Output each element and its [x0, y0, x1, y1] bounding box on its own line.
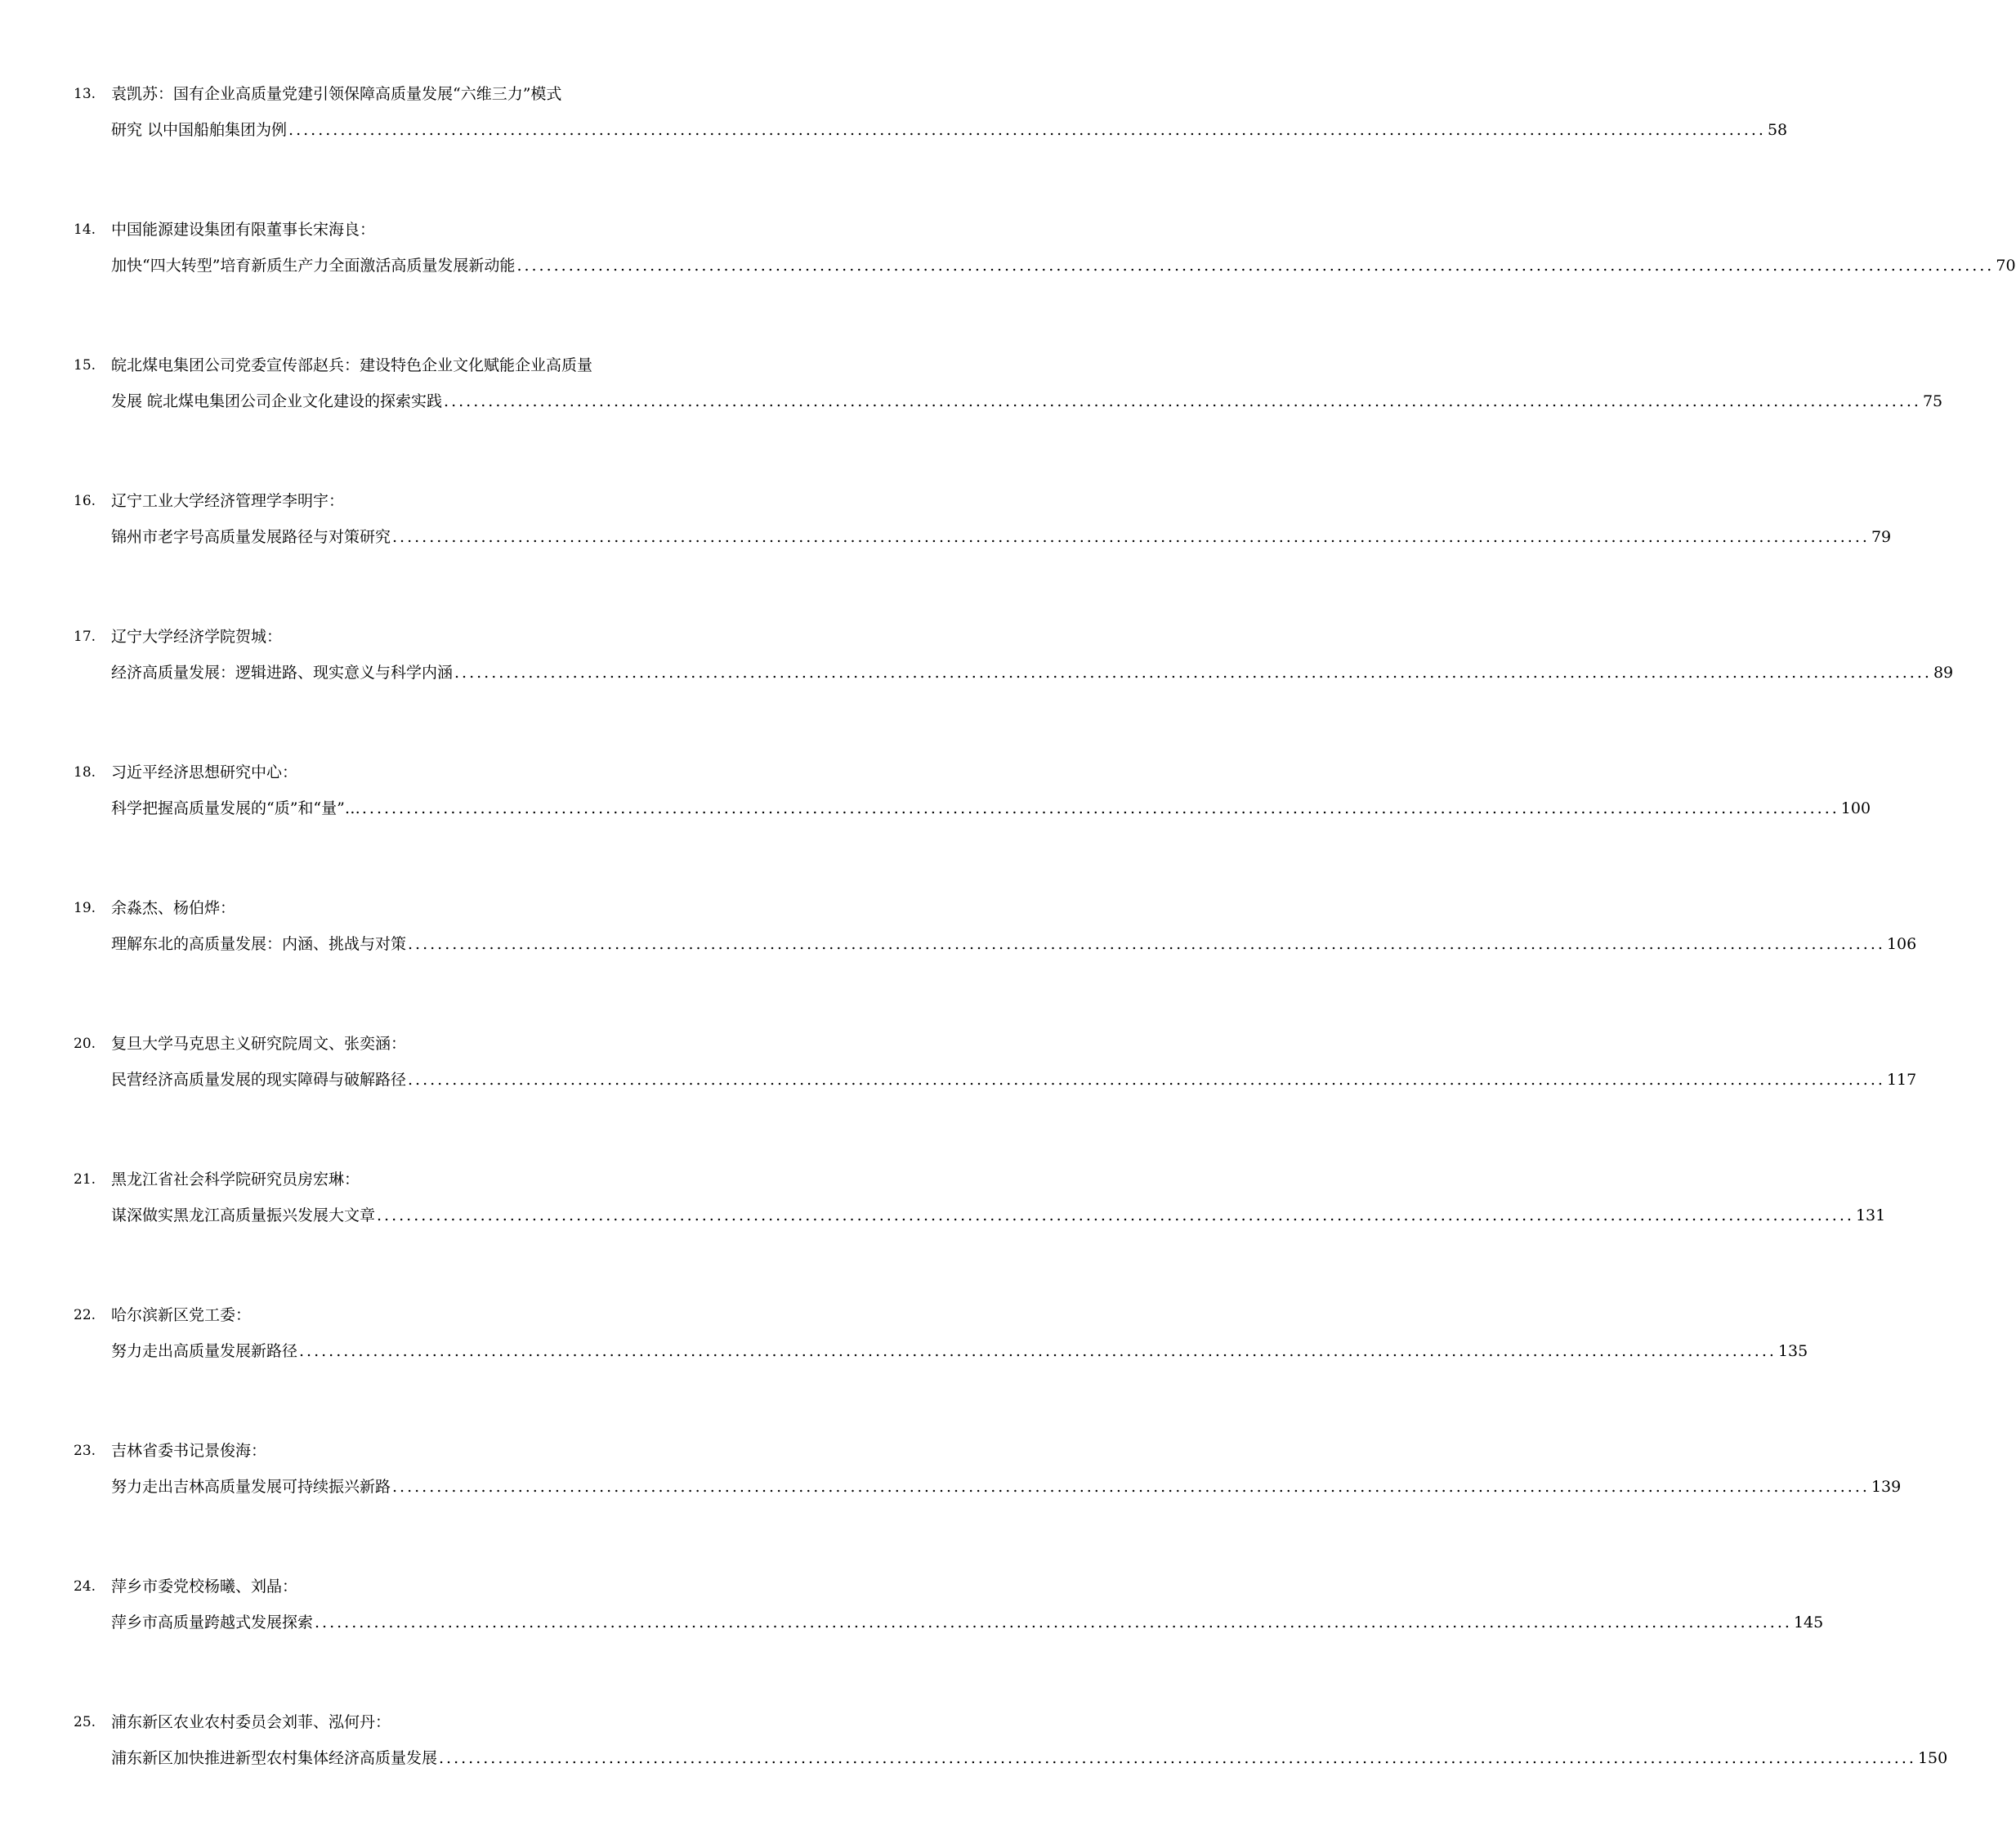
entry-title: 加快“四大转型”培育新质生产力全面激活高质量发展新动能 — [111, 257, 516, 275]
entry-title: 民营经济高质量发展的现实障碍与破解路径 — [111, 1071, 407, 1089]
entry-author-line: 浦东新区农业农村委员会刘菲、泓何丹： — [111, 1713, 391, 1731]
entry-author-line: 习近平经济思想研究中心： — [111, 763, 298, 781]
toc-entry[interactable] — [0, 216, 2016, 351]
entry-title-line — [111, 794, 1871, 822]
entry-title: 谋深做实黑龙江高质量振兴发展大文章 — [111, 1206, 376, 1224]
dot-leader: ........................................................................................................................................................................................................ — [361, 799, 1839, 817]
dot-leader: ........................................................................................................................................................................................................ — [299, 1342, 1777, 1360]
page-number: 131 — [1855, 1206, 1886, 1224]
toc-entry[interactable] — [0, 487, 1892, 623]
entry-title: 努力走出高质量发展新路径 — [111, 1342, 298, 1360]
entry-title-line — [111, 1202, 1886, 1229]
entry-title: 科学把握高质量发展的“质”和“量”… — [111, 799, 360, 817]
dot-leader: ........................................................................................................................................................................................................ — [392, 1478, 1870, 1496]
dot-leader: ........................................................................................................................................................................................................ — [377, 1206, 1854, 1224]
entry-title-line — [111, 1066, 1917, 1094]
entry-title: 理解东北的高质量发展：内涵、挑战与对策 — [111, 935, 407, 953]
dot-leader: ........................................................................................................................................................................................................ — [288, 121, 1766, 139]
entry-author-line: 辽宁工业大学经济管理学李明宇： — [111, 492, 345, 510]
page-number: 117 — [1886, 1071, 1917, 1089]
toc-entry[interactable] — [0, 1573, 1824, 1708]
page-number: 135 — [1777, 1342, 1808, 1360]
entry-number: 19. — [74, 900, 96, 916]
entry-title: 萍乡市高质量跨越式发展探索 — [111, 1614, 314, 1631]
entry-author-line: 皖北煤电集团公司党委宣传部赵兵：建设特色企业文化赋能企业高质量 — [111, 356, 593, 374]
entry-number: 21. — [74, 1171, 96, 1188]
entry-title: 锦州市老字号高质量发展路径与对策研究 — [111, 528, 391, 546]
entry-title-line — [111, 116, 1788, 144]
page-number: 58 — [1767, 121, 1788, 139]
dot-leader: ........................................................................................................................................................................................................ — [408, 1071, 1885, 1089]
dot-leader: ........................................................................................................................................................................................................ — [516, 257, 1995, 275]
entry-title: 发展 皖北煤电集团公司企业文化建设的探索实践 — [111, 392, 443, 410]
entry-number: 20. — [74, 1036, 96, 1052]
page-number: 106 — [1886, 935, 1917, 953]
entry-title: 浦东新区加快推进新型农村集体经济高质量发展 — [111, 1749, 438, 1767]
toc-entry[interactable] — [0, 1030, 1917, 1166]
entry-author-line: 辽宁大学经济学院贺城： — [111, 628, 283, 646]
entry-author-line: 哈尔滨新区党工委： — [111, 1306, 252, 1324]
page-number: 150 — [1917, 1749, 1948, 1767]
page-number: 89 — [1933, 664, 1954, 682]
toc-entry[interactable] — [0, 1708, 1948, 1844]
page-number: 79 — [1871, 528, 1892, 546]
page-number: 139 — [1871, 1478, 1902, 1496]
entry-number: 24. — [74, 1578, 96, 1595]
entry-title-line — [111, 1473, 1902, 1501]
toc-entry[interactable] — [0, 623, 1954, 759]
table-of-contents — [0, 80, 2016, 1844]
entry-title-line — [111, 387, 1943, 415]
dot-leader: ........................................................................................................................................................................................................ — [408, 935, 1885, 953]
entry-title-line — [111, 1609, 1824, 1636]
dot-leader: ........................................................................................................................................................................................................ — [392, 528, 1870, 546]
entry-number: 15. — [74, 357, 96, 374]
entry-author-line: 袁凯苏：国有企业高质量党建引领保障高质量发展“六维三力”模式 — [111, 85, 562, 103]
dot-leader: ........................................................................................................................................................................................................ — [454, 664, 1932, 682]
entry-title-line — [111, 659, 1954, 687]
entry-number: 13. — [74, 86, 96, 102]
entry-author-line: 萍乡市委党校杨曦、刘晶： — [111, 1578, 298, 1596]
entry-author-line: 复旦大学马克思主义研究院周文、张奕涵： — [111, 1035, 407, 1053]
entry-author-line: 黑龙江省社会科学院研究员房宏琳： — [111, 1170, 360, 1188]
toc-entry[interactable] — [0, 1437, 1902, 1573]
entry-number: 14. — [74, 222, 96, 238]
toc-entry[interactable] — [0, 1166, 1886, 1301]
page-number: 70 — [1996, 257, 2016, 275]
entry-title-line — [111, 252, 2016, 280]
toc-entry[interactable] — [0, 351, 1943, 487]
entry-title: 经济高质量发展：逻辑进路、现实意义与科学内涵 — [111, 664, 454, 682]
toc-entry[interactable] — [0, 759, 1871, 894]
page-number: 145 — [1793, 1614, 1824, 1631]
entry-number: 18. — [74, 764, 96, 781]
entry-number: 22. — [74, 1307, 96, 1323]
entry-title-line — [111, 930, 1917, 958]
toc-entry[interactable] — [0, 80, 1788, 216]
entry-title-line — [111, 1337, 1808, 1365]
entry-author-line: 吉林省委书记景俊海： — [111, 1442, 267, 1460]
toc-entry[interactable] — [0, 1301, 1808, 1437]
dot-leader: ........................................................................................................................................................................................................ — [439, 1749, 1916, 1767]
page-number: 75 — [1922, 392, 1943, 410]
page-number: 100 — [1840, 799, 1871, 817]
entry-number: 16. — [74, 493, 96, 509]
entry-number: 23. — [74, 1443, 96, 1459]
dot-leader: ........................................................................................................................................................................................................ — [315, 1614, 1792, 1631]
entry-number: 17. — [74, 629, 96, 645]
entry-author-line: 中国能源建设集团有限董事长宋海良： — [111, 221, 376, 239]
entry-title: 研究 以中国船舶集团为例 — [111, 121, 288, 139]
entry-title-line — [111, 523, 1892, 551]
entry-title-line — [111, 1744, 1948, 1772]
toc-entry[interactable] — [0, 894, 1917, 1030]
entry-author-line: 余淼杰、杨伯烨： — [111, 899, 236, 917]
entry-title: 努力走出吉林高质量发展可持续振兴新路 — [111, 1478, 391, 1496]
entry-number: 25. — [74, 1714, 96, 1730]
dot-leader: ........................................................................................................................................................................................................ — [444, 392, 1921, 410]
